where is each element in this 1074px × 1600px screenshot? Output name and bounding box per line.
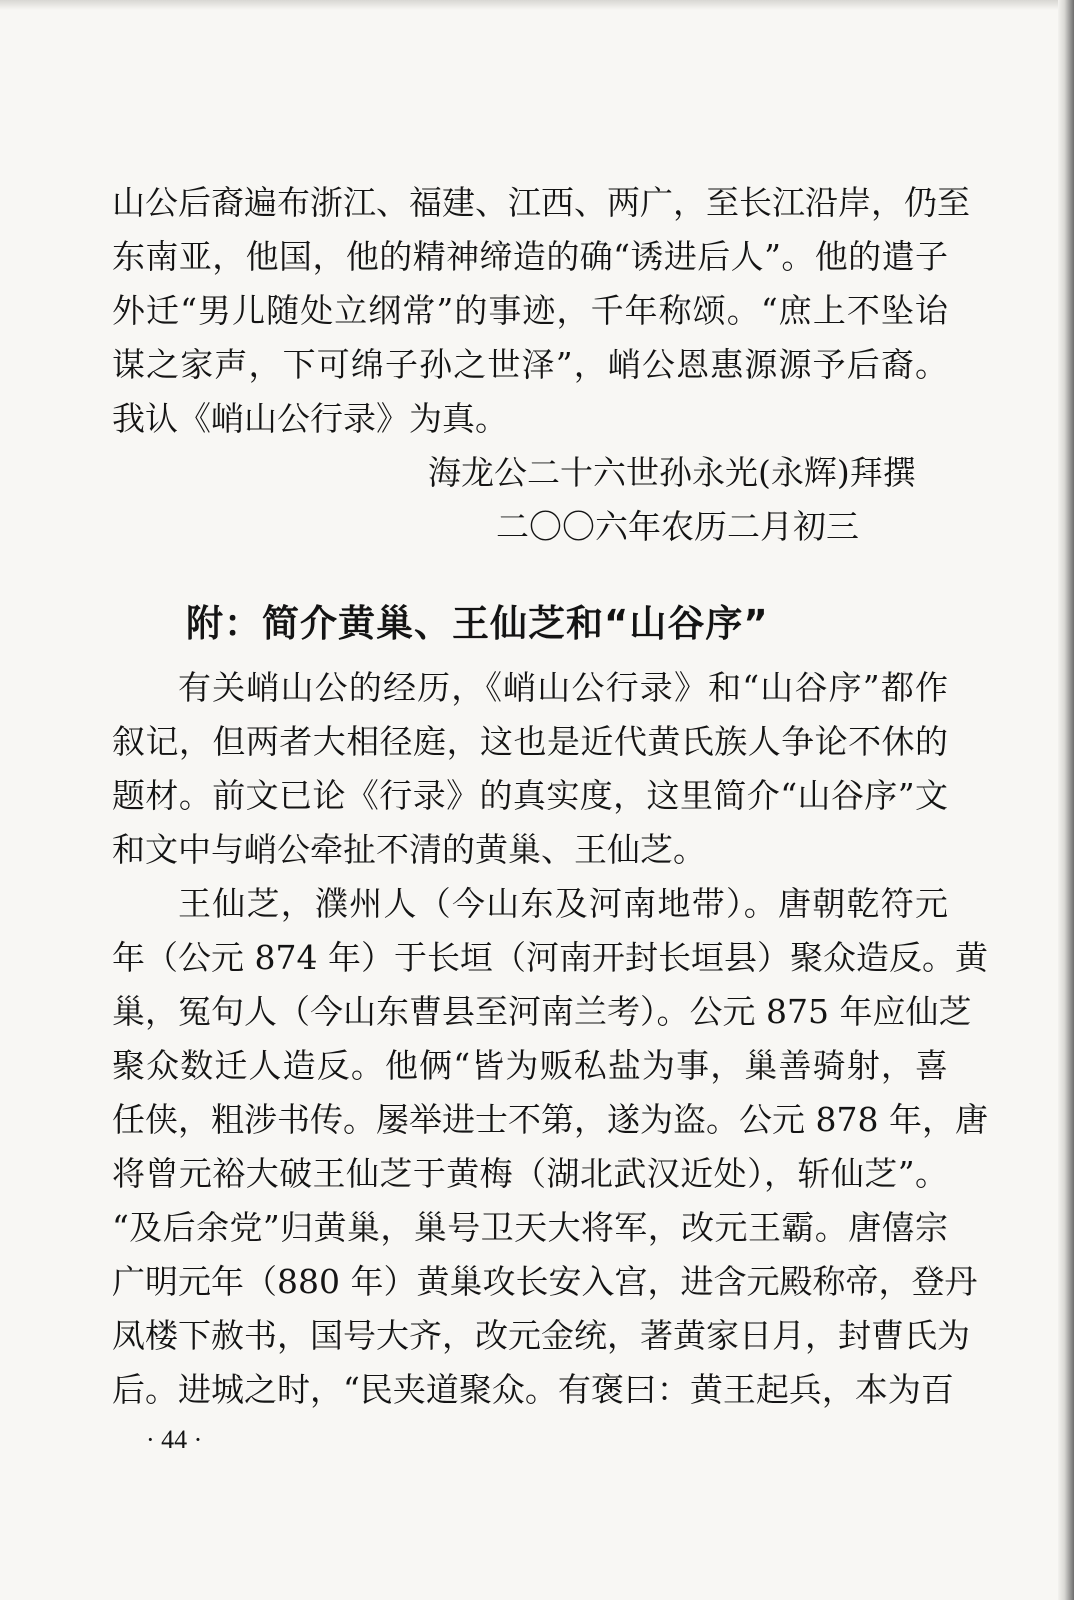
text-line: 将曾元裕大破王仙芝于黄梅（湖北武汉近处），斩仙芝”。 bbox=[112, 1154, 948, 1193]
page-number: · 44 · bbox=[146, 1425, 203, 1454]
text-line: 我认《峭山公行录》为真。 bbox=[112, 399, 508, 438]
signature-date: 二〇〇六年农历二月初三 bbox=[496, 507, 859, 546]
text-line: 外迁“男儿随处立纲常”的事迹，千年称颂。“庶上不坠诒 bbox=[112, 291, 948, 330]
signature-author: 海龙公二十六世孙永光(永辉)拜撰 bbox=[428, 453, 916, 492]
appendix-heading: 附：简介黄巢、王仙芝和“山谷序” bbox=[186, 602, 769, 645]
text-line: 东南亚，他国，他的精神缔造的确“诱进后人”。他的遣子 bbox=[112, 237, 948, 276]
text-line: 和文中与峭公牵扯不清的黄巢、王仙芝。 bbox=[112, 830, 706, 869]
text-line: 王仙芝，濮州人（今山东及河南地带）。唐朝乾符元 bbox=[178, 884, 948, 923]
text-line: 山公后裔遍布浙江、福建、江西、两广，至长江沿岸，仍至 bbox=[112, 183, 970, 222]
text-line: 后。进城之时，“民夹道聚众。有褒曰：黄王起兵，本为百 bbox=[112, 1370, 954, 1409]
text-line: 任侠，粗涉书传。屡举进士不第，遂为盗。公元 878 年，唐 bbox=[112, 1100, 988, 1139]
text-line: “及后余党”归黄巢，巢号卫天大将军，改元王霸。唐僖宗 bbox=[112, 1208, 948, 1247]
text-line: 凤楼下赦书，国号大齐，改元金统，著黄家日月，封曹氏为 bbox=[112, 1316, 970, 1355]
scan-shadow-top bbox=[0, 0, 1074, 10]
text-line: 聚众数迁人造反。他俩“皆为贩私盐为事，巢善骑射，喜 bbox=[112, 1046, 948, 1085]
scan-shadow-right bbox=[1058, 0, 1074, 1600]
text-line: 年（公元 874 年）于长垣（河南开封长垣县）聚众造反。黄 bbox=[112, 938, 988, 977]
text-line: 巢，冤句人（今山东曹县至河南兰考）。公元 875 年应仙芝 bbox=[112, 992, 972, 1031]
text-line: 谋之家声，下可绵子孙之世泽”，峭公恩惠源源予后裔。 bbox=[112, 345, 948, 384]
text-line: 题材。前文已论《行录》的真实度，这里简介“山谷序”文 bbox=[112, 776, 948, 815]
text-line: 广明元年（880 年）黄巢攻长安入宫，进含元殿称帝，登丹 bbox=[112, 1262, 978, 1301]
text-line: 有关峭山公的经历，《峭山公行录》和“山谷序”都作 bbox=[178, 668, 948, 707]
text-line: 叙记，但两者大相径庭，这也是近代黄氏族人争论不休的 bbox=[112, 722, 948, 761]
